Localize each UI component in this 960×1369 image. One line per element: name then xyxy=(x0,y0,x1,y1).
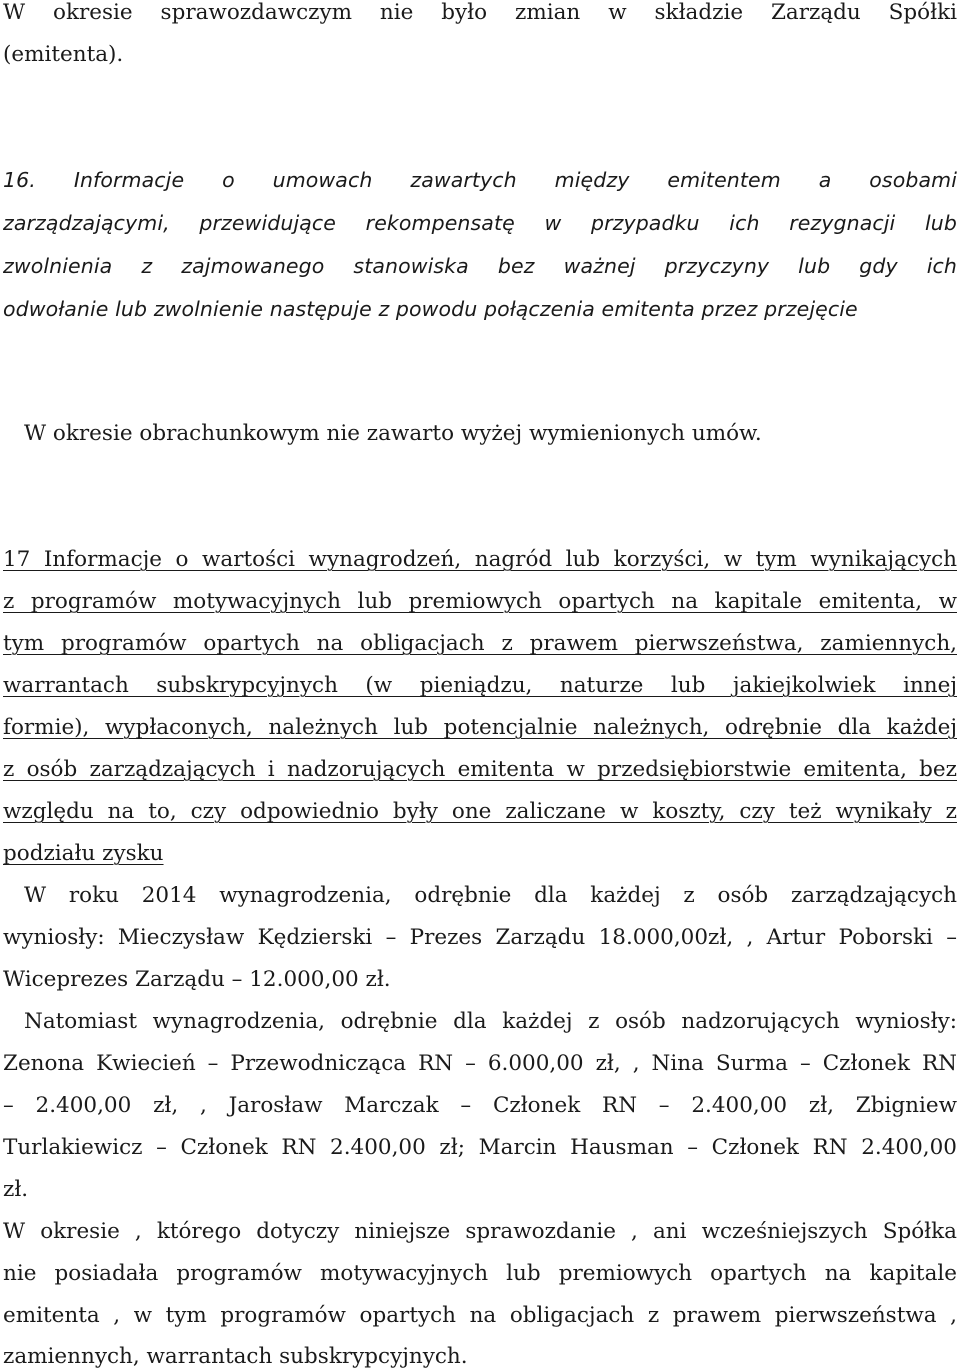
supervisory-line-5: zł. xyxy=(3,1177,29,1202)
section-17-heading-row-2 xyxy=(3,591,957,613)
section-17-heading-row-6 xyxy=(3,759,957,781)
section-17-heading-line-6: z osób zarządzających i nadzorujących emitenta w przedsiębiorstwie emitenta, bez xyxy=(3,757,957,782)
section-17-heading-line-5: formie), wypłaconych, należnych lub potencjalnie należnych, odrębnie dla każdej xyxy=(3,715,957,740)
section-17-heading-line-2: z programów motywacyjnych lub premiowych opartych na kapitale emitenta, w xyxy=(3,589,957,614)
programs-line-2: nie posiadała programów motywacyjnych lub premiowych opartych na kapitale xyxy=(3,1261,957,1286)
section-16-heading-line-4: odwołanie lub zwolnienie następuje z powodu połączenia emitenta przez przejęcie xyxy=(3,297,858,321)
section-16-body: W okresie obrachunkowym nie zawarto wyżej wymienionych umów. xyxy=(24,421,762,446)
supervisory-line-1: Natomiast wynagrodzenia, odrębnie dla każdej z osób nadzorujących wyniosły: xyxy=(24,1009,957,1034)
intro-line-2: (emitenta). xyxy=(3,42,124,67)
section-17-heading-row-3 xyxy=(3,633,957,655)
section-17-heading-line-4: warrantach subskrypcyjnych (w pieniądzu, naturze lub jakiejkolwiek innej xyxy=(3,673,957,698)
intro-line-1: W okresie sprawozdawczym nie było zmian w składzie Zarządu Spółki xyxy=(3,0,957,25)
management-line-2: wyniosły: Mieczysław Kędzierski – Prezes Zarządu 18.000,00zł, , Artur Poborski – xyxy=(3,925,957,950)
programs-line-3: emitenta , w tym programów opartych na obligacjach z prawem pierwszeństwa , xyxy=(3,1303,957,1328)
section-17-heading-line-7: względu na to, czy odpowiednio były one zaliczane w koszty, czy też wynikały z xyxy=(3,799,957,824)
section-16-heading-line-2: zarządzającymi, przewidujące rekompensatę w przypadku ich rezygnacji lub xyxy=(3,211,957,235)
supervisory-line-2: Zenona Kwiecień – Przewodnicząca RN – 6.000,00 zł, , Nina Surma – Członek RN xyxy=(3,1051,957,1076)
management-line-3: Wiceprezes Zarządu – 12.000,00 zł. xyxy=(3,967,391,992)
programs-line-4: zamiennych, warrantach subskrypcyjnych. xyxy=(3,1344,468,1369)
section-16-heading-line-3: zwolnienia z zajmowanego stanowiska bez ważnej przyczyny lub gdy ich xyxy=(3,254,957,278)
supervisory-line-3: – 2.400,00 zł, , Jarosław Marczak – Członek RN – 2.400,00 zł, Zbigniew xyxy=(3,1093,957,1118)
section-17-heading-line-3: tym programów opartych na obligacjach z prawem pierwszeństwa, zamiennych, xyxy=(3,631,957,656)
programs-line-1: W okresie , którego dotyczy niniejsze sprawozdanie , ani wcześniejszych Spółka xyxy=(3,1219,957,1244)
supervisory-line-4: Turlakiewicz – Członek RN 2.400,00 zł; Marcin Hausman – Członek RN 2.400,00 xyxy=(3,1135,957,1160)
section-17-heading-line-1: 17 Informacje o wartości wynagrodzeń, nagród lub korzyści, w tym wynikających xyxy=(3,547,957,572)
management-line-1: W roku 2014 wynagrodzenia, odrębnie dla każdej z osób zarządzających xyxy=(24,883,957,908)
section-16-heading-line-1: 16. Informacje o umowach zawartych między emitentem a osobami xyxy=(3,168,957,192)
section-17-heading-row-1 xyxy=(3,549,957,571)
section-17-heading-row-8 xyxy=(3,843,957,865)
section-17-heading-row-5 xyxy=(3,717,957,739)
section-17-heading-row-4 xyxy=(3,675,957,697)
section-17-heading-row-7 xyxy=(3,801,957,823)
section-17-heading-line-8: podziału zysku xyxy=(3,841,164,866)
